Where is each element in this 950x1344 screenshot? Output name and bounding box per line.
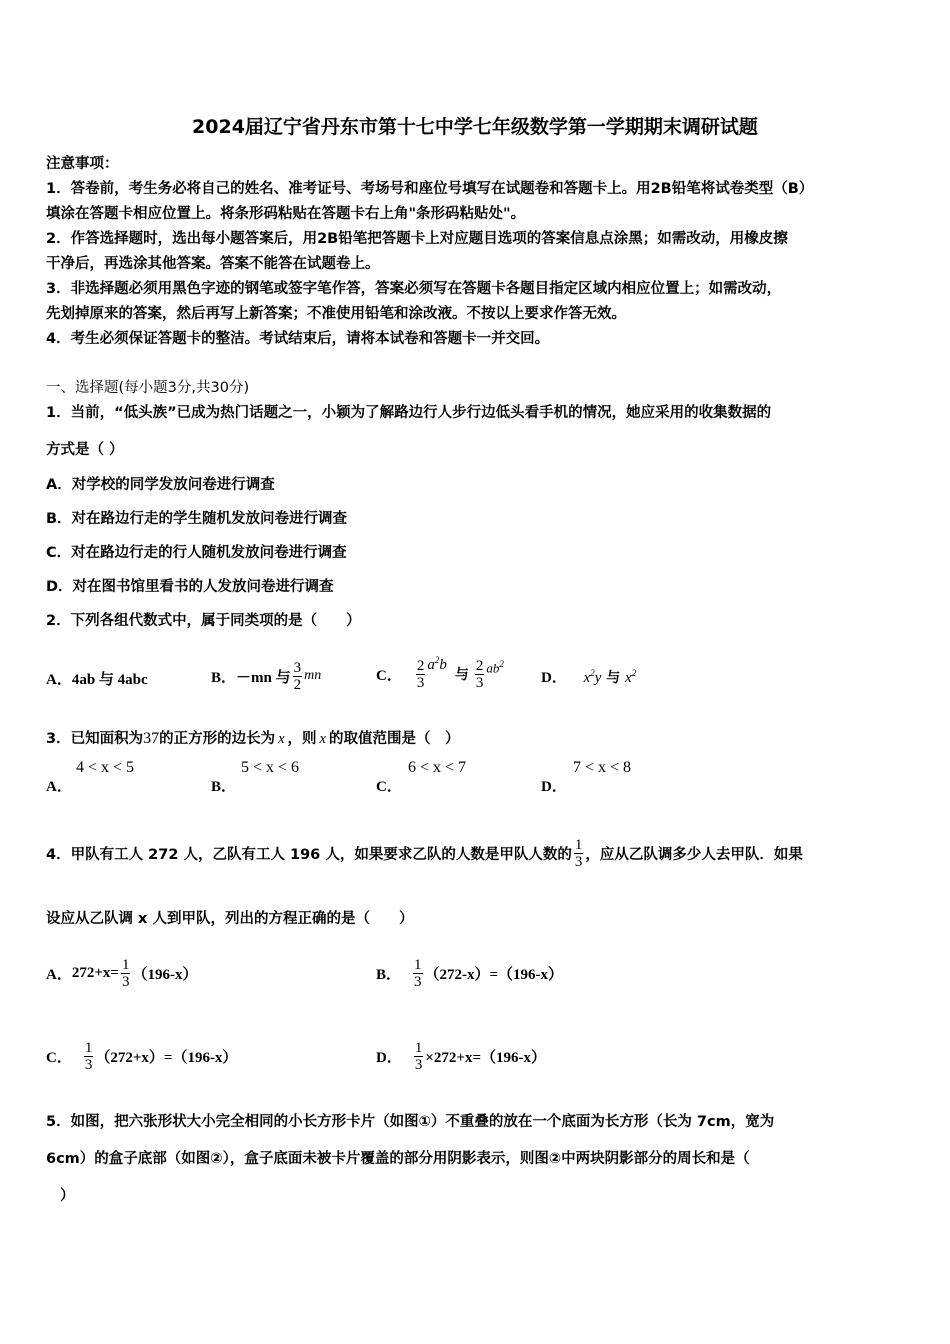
q3-option-c-expr: 6 < x < 7 — [408, 759, 467, 776]
q2-option-a-label: A． — [46, 672, 72, 688]
q2-option-c-label: C． — [376, 667, 402, 684]
q2-option-d-term-2: $x^2$ — [625, 668, 637, 686]
q2-option-b-label: B． — [211, 669, 237, 686]
question-5-stem: 5．如图，把六张形状大小完全相同的小长方形卡片（如图①）不重叠的放在一个底面为长方形（长为 7cm，宽为 — [46, 1114, 775, 1130]
q4-option-c-label: C． — [46, 1049, 72, 1066]
question-2-stem: 2．下列各组代数式中，属于同类项的是（ ） — [46, 613, 361, 629]
q2-option-d-term-1: $x^2y$ — [583, 668, 602, 686]
q2-option-c-fraction-2: $\frac{2}{3}$ — [475, 657, 484, 691]
q4-option-a: A． 272+x= $\frac{1}{3}$ （196-x） — [46, 956, 198, 990]
question-4-stem: 4．甲队有工人 272 人，乙队有工人 196 人，如果要求乙队的人数是甲队人数的 $\frac{1}{3}$ ，应从乙队调多少人去甲队．如果 — [46, 836, 803, 870]
q2-option-c-term-2: $ab^2$ — [486, 659, 504, 676]
q1-option-a: A．对学校的同学发放问卷进行调查 — [46, 477, 275, 493]
q4-option-b-label: B． — [376, 966, 402, 983]
q2-option-d-and: 与 — [606, 670, 621, 686]
question-5-stem-end: ） — [60, 1188, 75, 1204]
q3-option-a-label: A． — [46, 779, 72, 795]
q4-option-b: B． $\frac{1}{3}$ （272-x）=（196-x） — [376, 956, 564, 990]
q2-option-d-label: D． — [541, 670, 567, 686]
page-title: 2024届辽宁省丹东市第十七中学七年级数学第一学期期末调研试题 — [192, 116, 758, 138]
notice-line: 1．答卷前，考生务必将自己的姓名、准考证号、考场号和座位号填写在试题卷和答题卡上。用2B铅笔将试卷类型（B） — [46, 181, 814, 197]
q3-option-d-label: D． — [541, 779, 567, 795]
q4-option-c: C． $\frac{1}{3}$ （272+x）=（196-x） — [46, 1039, 238, 1073]
q3-option-a-expr: 4 < x < 5 — [76, 759, 135, 776]
notice-line: 干净后，再选涂其他答案。答案不能答在试题卷上。 — [46, 256, 380, 272]
q2-option-c — [376, 646, 504, 702]
notice-line: 4．考生必须保证答题卡的整洁。考试结束后，请将本试卷和答题卡一并交回。 — [46, 331, 550, 347]
notice-line: 3．非选择题必须用黑色字迹的钢笔或签字笔作答，答案必须写在答题卡各题目指定区域内相应位置上；如需改动， — [46, 281, 782, 297]
q1-option-b: B．对在路边行走的学生随机发放问卷进行调查 — [46, 511, 348, 527]
q2-option-c-and: 与 — [454, 667, 469, 683]
question-1-stem: 1．当前，“低头族”已成为热门话题之一，小颖为了解路边行人步行边低头看手机的情况，她应采用的收集数据的 — [46, 405, 772, 421]
q2-option-d — [541, 666, 636, 687]
question-3-stem: 3．已知面积为37的正方形的边长为 x ，则 x 的取值范围是（ ） — [46, 730, 460, 747]
q2-option-c-fraction-1: $\frac{2}{3}$ — [416, 657, 425, 691]
q4-option-d-fraction: $\frac{1}{3}$ — [414, 1039, 423, 1073]
q4-stem-fraction: $\frac{1}{3}$ — [574, 836, 583, 870]
q3-option-d-expr: 7 < x < 8 — [573, 759, 632, 776]
q2-option-a — [46, 668, 148, 689]
section-heading: 一、选择题(每小题3分,共30分) — [46, 380, 250, 396]
q2-option-b-var: mn — [304, 668, 322, 683]
q4-option-d-label: D． — [376, 1049, 402, 1066]
notice-heading: 注意事项： — [46, 156, 119, 172]
q2-option-b-text: －mn 与 — [236, 669, 291, 686]
q2-option-a-text: 4ab 与 4abc — [71, 672, 148, 688]
q4-option-b-fraction: $\frac{1}{3}$ — [414, 956, 422, 990]
q3-option-b-expr: 5 < x < 6 — [241, 759, 300, 776]
q1-option-c: C．对在路边行走的行人随机发放问卷进行调查 — [46, 545, 347, 561]
question-5-stem-cont: 6cm）的盒子底部（如图②），盒子底面未被卡片覆盖的部分用阴影表示，则图②中两块阴影部分的周长和是（ — [46, 1151, 750, 1167]
q4-option-a-fraction: $\frac{1}{3}$ — [121, 956, 130, 990]
q4-option-c-fraction: $\frac{1}{3}$ — [84, 1039, 93, 1073]
notice-line: 先划掉原来的答案，然后再写上新答案；不准使用铅笔和涂改液。不按以上要求作答无效。 — [46, 306, 626, 322]
question-1-stem-cont: 方式是（ ） — [46, 442, 124, 458]
q4-option-d: D． $\frac{1}{3}$ ×272+x=（196-x） — [376, 1039, 546, 1073]
q3-option-b-label: B． — [211, 779, 237, 795]
q3-option-c-label: C． — [376, 779, 402, 795]
notice-line: 2．作答选择题时，选出每小题答案后，用2B铅笔把答题卡上对应题目选项的答案信息点涂黑；如需改动，用橡皮擦 — [46, 231, 788, 247]
notice-line: 填涂在答题卡相应位置上。将条形码粘贴在答题卡右上角"条形码粘贴处"。 — [46, 206, 526, 222]
q2-option-c-term-1: $a^2b$ — [427, 654, 447, 673]
question-4-stem-cont: 设应从乙队调 x 人到甲队，列出的方程正确的是（ ） — [46, 911, 414, 927]
q2-option-b — [211, 650, 321, 702]
q1-option-d: D．对在图书馆里看书的人发放问卷进行调查 — [46, 579, 334, 595]
q4-option-a-label: A． — [46, 966, 72, 983]
q2-option-b-fraction: $\frac{3}{2}$ — [293, 659, 302, 693]
